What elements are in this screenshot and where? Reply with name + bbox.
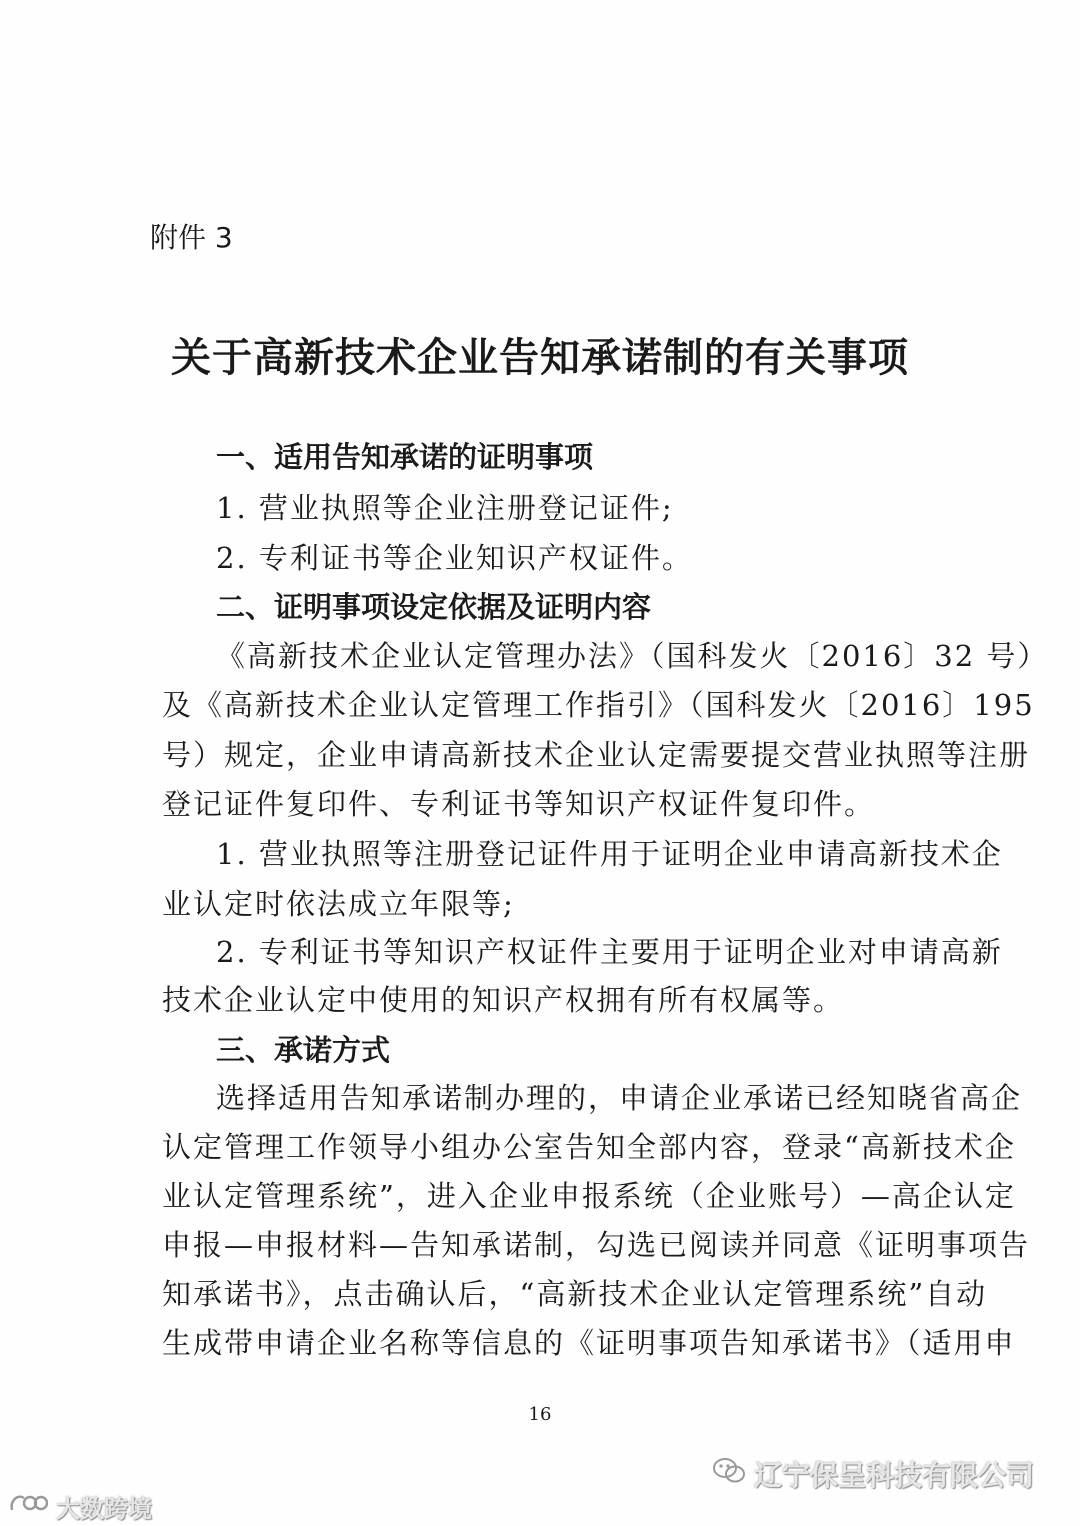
paragraph-line: 认定管理工作领导小组办公室告知全部内容，登录“高新技术企 bbox=[162, 1130, 1016, 1164]
paragraph-line: 1. 营业执照等企业注册登记证件; bbox=[216, 491, 674, 525]
section-heading-2: 二、证明事项设定依据及证明内容 bbox=[216, 590, 652, 624]
paragraph-line: 及《高新技术企业认定管理工作指引》（国科发火〔2016〕195 bbox=[162, 688, 1035, 722]
section-heading-3: 三、承诺方式 bbox=[216, 1033, 391, 1067]
paragraph-line: 技术企业认定中使用的知识产权拥有所有权属等。 bbox=[162, 983, 845, 1017]
watermark-company bbox=[712, 1454, 1034, 1494]
paragraph-line: 知承诺书》，点击确认后，“高新技术企业认定管理系统”自动 bbox=[162, 1277, 988, 1311]
page-number: 16 bbox=[528, 1404, 552, 1425]
paragraph-line: 选择适用告知承诺制办理的，申请企业承诺已经知晓省高企 bbox=[216, 1081, 1023, 1115]
attachment-label: 附件 3 bbox=[150, 221, 233, 254]
section-heading-1: 一、适用告知承诺的证明事项 bbox=[216, 440, 594, 474]
paragraph-line: 生成带申请企业名称等信息的《证明事项告知承诺书》（适用申 bbox=[162, 1326, 1016, 1360]
brand-logo-icon bbox=[8, 1490, 48, 1522]
paragraph-line: 号）规定，企业申请高新技术企业认定需要提交营业执照等注册 bbox=[162, 738, 1031, 772]
wechat-icon bbox=[712, 1456, 746, 1493]
paragraph-line: 业认定时依法成立年限等; bbox=[162, 887, 515, 921]
watermark-company-text: 辽宁保呈科技有限公司 bbox=[754, 1459, 1035, 1492]
watermark-brand bbox=[8, 1486, 152, 1526]
paragraph-line: 业认定管理系统”，进入企业申报系统（企业账号）—高企认定 bbox=[162, 1179, 1016, 1213]
paragraph-line: 2. 专利证书等知识产权证件主要用于证明企业对申请高新 bbox=[216, 935, 1003, 969]
paragraph-line: 《高新技术企业认定管理办法》（国科发火〔2016〕32 号） bbox=[216, 639, 1049, 673]
paragraph-line: 1. 营业执照等注册登记证件用于证明企业申请高新技术企 bbox=[216, 837, 1003, 871]
watermark-brand-text: 大数跨境 bbox=[56, 1494, 152, 1523]
document-title: 关于高新技术企业告知承诺制的有关事项 bbox=[171, 335, 909, 381]
paragraph-line: 2. 专利证书等企业知识产权证件。 bbox=[216, 541, 693, 575]
paragraph-line: 申报—申报材料—告知承诺制，勾选已阅读并同意《证明事项告 bbox=[162, 1228, 1031, 1262]
paragraph-line: 登记证件复印件、专利证书等知识产权证件复印件。 bbox=[162, 787, 876, 821]
